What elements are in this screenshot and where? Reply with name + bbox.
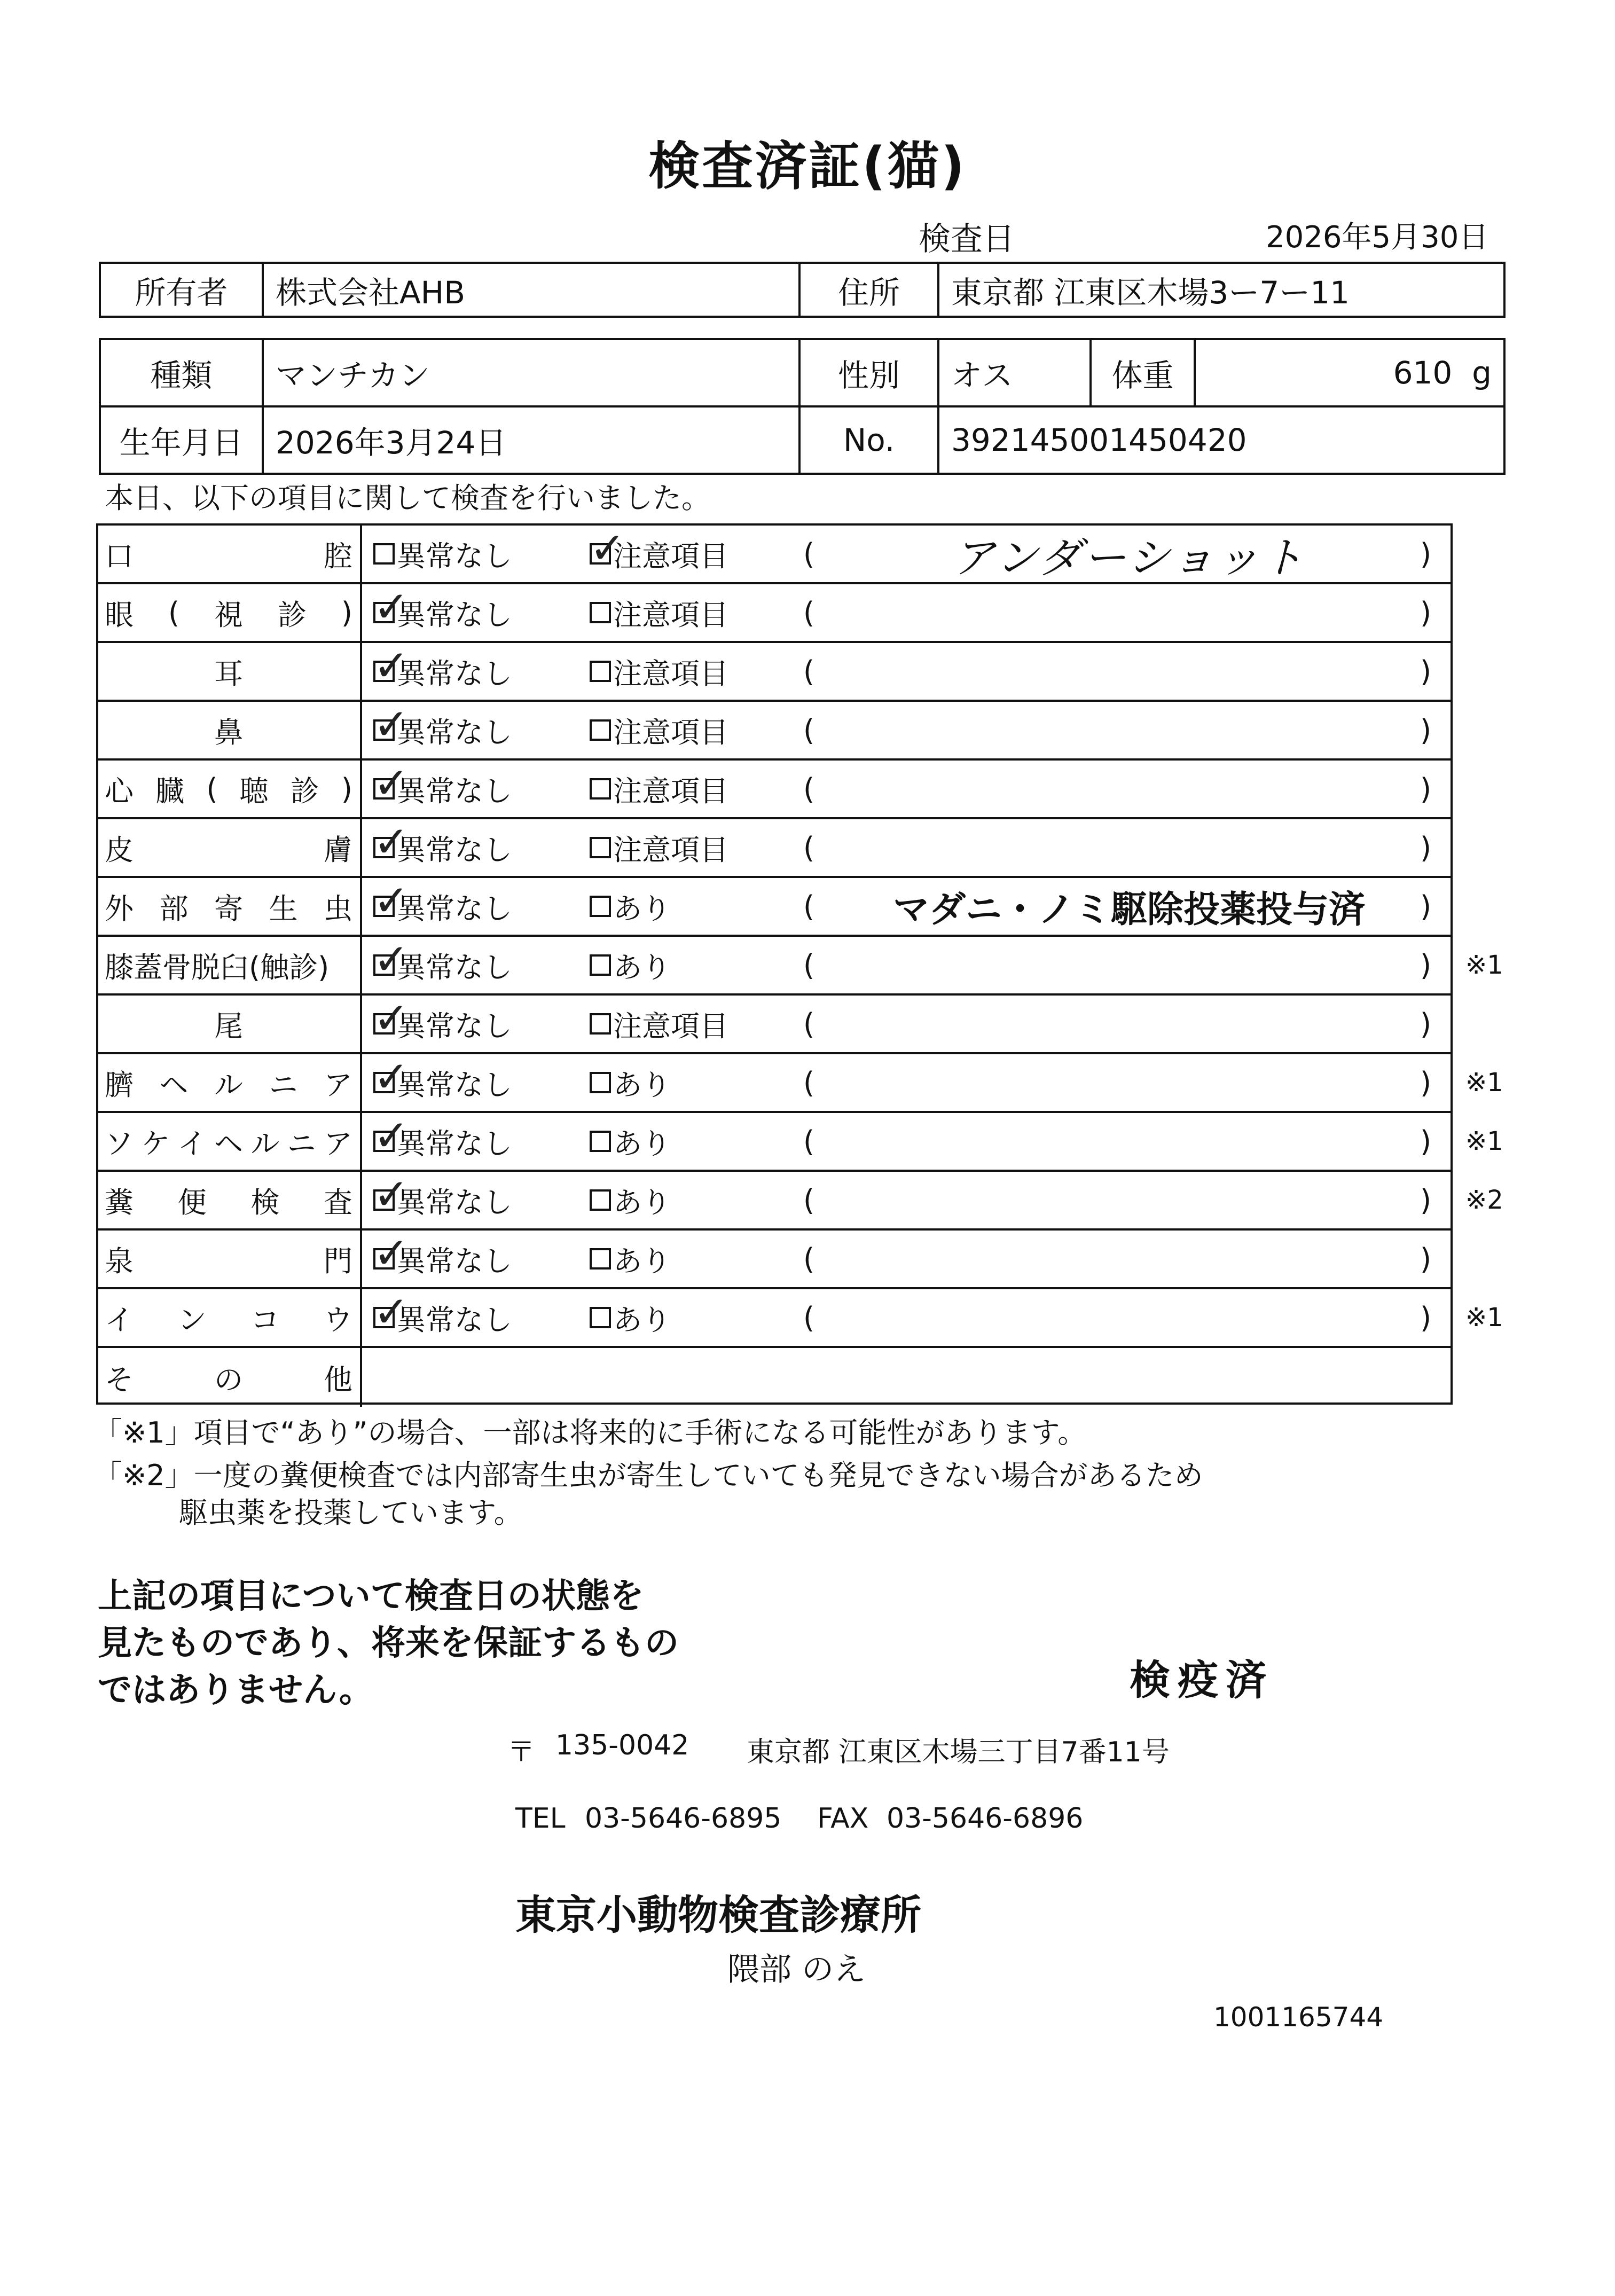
checkbox [373,935,410,984]
checklist-item-label [98,996,360,1052]
birth-label: 生年月日 [100,406,263,474]
footnote-1: 「※1」項目で“あり”の場合、一部は将来的に手術になる可能性があります。 [93,1416,1087,1449]
no-abnormality-option [373,878,512,935]
checkbox [373,993,410,1043]
finding-option [590,1113,671,1170]
close-paren: ) [1420,654,1432,688]
label-char: の [214,1362,243,1397]
check-mark-icon: ✓ [373,758,410,808]
check-mark-icon: ✓ [373,1052,410,1102]
label-char: 聴 [239,774,269,808]
tel-label: TEL [515,1803,566,1835]
label-char: 腔 [324,539,352,573]
checkbox [590,1072,611,1093]
finding-note [846,1289,1412,1346]
option-label: 異常なし [397,950,512,984]
checkbox [373,700,410,749]
label-char: イ [105,1303,134,1337]
check-mark-icon: ✓ [373,1111,410,1161]
option-label: あり [613,950,671,984]
column-divider [360,937,362,993]
checklist-item-label [98,1348,360,1407]
label-char: 膝蓋骨脱臼(触診) [105,950,330,984]
open-paren: ( [803,537,815,571]
option-label: あり [613,891,671,926]
check-mark-icon: ✓ [373,817,410,867]
disclaimer [98,1573,679,1714]
clinic-address: 東京都 江東区木場三丁目7番11号 [747,1736,1170,1768]
owner-value: 株式会社AHB [263,263,799,317]
label-char: ヘ [214,1126,243,1161]
checklist-item-label [98,584,360,641]
address-value: 東京都 江東区木場3ー7ー11 [938,263,1504,317]
footnote-mark: ※1 [1465,1068,1503,1098]
checkbox [590,602,611,623]
finding-note [846,996,1412,1052]
finding-option [590,643,728,700]
checkbox [373,1170,410,1219]
option-label: 注意項目 [613,715,728,749]
label-char: 寄 [214,891,243,926]
owner-label: 所有者 [100,263,263,317]
footnote-mark: ※1 [1465,1303,1503,1333]
option-label: あり [613,1303,671,1337]
footnote-mark: ※2 [1465,1185,1503,1215]
check-mark-icon: ✓ [373,993,410,1043]
finding-note: マダニ・ノミ駆除投薬投与済 [892,888,1365,931]
checkbox [590,1013,611,1035]
finding-note [846,1231,1412,1287]
weight-unit: g [1472,355,1492,391]
checkbox [373,1287,410,1337]
close-paren: ) [1420,1065,1432,1100]
checklist-item-label [98,878,360,935]
checkbox [590,1307,611,1328]
open-paren: ( [803,1124,815,1158]
label-char: ヘ [159,1068,189,1102]
close-paren: ) [1420,830,1432,865]
finding-option [590,1172,671,1228]
breed-value: マンチカン [263,339,799,406]
option-label: 注意項目 [613,539,728,573]
column-divider [360,526,362,582]
close-paren: ) [1420,1183,1432,1217]
no-abnormality-option [373,1228,512,1287]
label-char: 診 [277,598,307,632]
open-paren: ( [803,1065,815,1100]
open-paren: ( [803,1183,815,1217]
check-mark-icon: ✓ [373,582,410,632]
check-mark-icon: ✓ [590,523,626,573]
no-abnormality-option [373,937,512,993]
close-paren: ) [1420,772,1432,806]
check-mark-icon: ✓ [373,1228,410,1278]
check-mark-icon: ✓ [373,935,410,984]
label-char: コ [250,1303,280,1337]
checkbox [590,896,611,917]
checkbox [373,1111,410,1161]
label-char: ソ [105,1126,134,1161]
close-paren: ) [1420,1300,1432,1335]
quarantine-stamp: 検疫済 [1130,1656,1274,1704]
column-divider [360,761,362,817]
option-label: あり [613,1244,671,1278]
open-paren: ( [803,595,815,630]
option-label: 異常なし [397,891,512,926]
close-paren: ) [1420,1124,1432,1158]
checklist-row [98,935,1503,996]
label-char: ケ [141,1126,170,1161]
checklist-row [98,1111,1503,1172]
option-label: あり [613,1068,671,1102]
breed-label: 種類 [100,339,263,406]
check-mark-icon: ✓ [373,700,410,749]
column-divider [360,1054,362,1111]
checklist-row [98,819,1451,878]
checklist-row [98,1287,1503,1348]
checklist-item-label [98,1054,360,1111]
no-abnormality-option [373,526,512,582]
label-char: 部 [159,891,189,926]
check-mark-icon: ✓ [373,1287,410,1337]
checklist-item-label [98,526,360,582]
no-abnormality-option [373,993,512,1052]
label-char: 眼 [105,598,134,632]
tel-number: 03-5646-6895 [585,1803,782,1835]
checkbox [373,543,395,565]
label-char: 泉 [105,1244,134,1278]
sex-value: オス [938,339,1091,406]
label-char: 尾 [214,1009,243,1043]
weight-value: 610 [1393,355,1453,391]
checkbox [590,523,626,573]
option-label: 異常なし [397,1303,512,1337]
finding-option [590,937,671,993]
checklist-row [98,1228,1451,1289]
label-char: そ [105,1362,134,1397]
label-char: 便 [177,1185,207,1219]
no-abnormality-option [373,702,512,758]
label-char: 耳 [214,656,243,691]
option-label: 注意項目 [613,833,728,867]
checklist-item-label [98,643,360,700]
checkbox [590,719,611,741]
option-label: 注意項目 [613,774,728,808]
exam-date-value: 2026年5月30日 [1266,220,1489,255]
finding-option [590,1231,671,1287]
footnote-mark: ※1 [1465,950,1503,980]
option-label: あり [613,1185,671,1219]
close-paren: ) [1420,948,1432,982]
option-label: 異常なし [397,656,512,691]
label-char: 糞 [105,1185,134,1219]
close-paren: ) [1420,1007,1432,1041]
finding-note [846,1113,1412,1170]
checklist-item-label [98,1113,360,1170]
label-char: 臍 [105,1068,134,1102]
finding-option [590,819,728,876]
checklist-row [98,993,1451,1054]
label-char: ン [177,1303,207,1337]
finding-option [590,702,728,758]
finding-option [590,878,671,935]
option-label: 異常なし [397,1185,512,1219]
close-paren: ) [1420,595,1432,630]
checkbox [590,661,611,682]
document-number: 1001165744 [1213,2002,1384,2033]
label-char: 検 [250,1185,280,1219]
checkbox [590,837,611,858]
no-abnormality-option [373,1289,512,1346]
no-abnormality-option [373,584,512,641]
fax-number: 03-5646-6896 [887,1803,1084,1835]
no-abnormality-option [373,1172,512,1228]
finding-option [590,761,728,817]
finding-note [846,1172,1412,1228]
finding-note: アンダーショット [952,532,1306,583]
checklist-item-label [98,761,360,817]
column-divider [360,878,362,935]
exam-date-label: 検査日 [919,221,1015,258]
label-char: ア [323,1126,352,1161]
checkbox [373,1228,410,1278]
weight-label: 体重 [1091,339,1195,406]
checklist-item-label [98,1231,360,1287]
label-char: ( [206,772,218,806]
label-char: ア [324,1068,352,1102]
label-char: ウ [323,1303,352,1337]
column-divider [360,584,362,641]
option-label: 異常なし [397,1009,512,1043]
finding-option [590,1054,671,1111]
label-char: ニ [269,1068,298,1102]
column-divider [360,702,362,758]
finding-note [846,937,1412,993]
checklist-item-label [98,702,360,758]
checkbox [590,1248,611,1270]
clinic-name: 東京小動物検査診療所 [515,1891,921,1939]
footnote-mark: ※1 [1465,1126,1503,1156]
close-paren: ) [1420,537,1432,571]
column-divider [360,643,362,700]
option-label: 異常なし [397,774,512,808]
open-paren: ( [803,1300,815,1335]
checklist-row [98,1052,1503,1113]
finding-note [846,702,1412,758]
open-paren: ( [803,772,815,806]
checklist-item-label [98,1289,360,1346]
check-mark-icon: ✓ [373,876,410,926]
open-paren: ( [803,1007,815,1041]
column-divider [360,819,362,876]
finding-note [846,643,1412,700]
sex-label: 性別 [799,339,938,406]
no-abnormality-option [373,1054,512,1111]
label-char: 診 [290,774,319,808]
label-char: 口 [105,539,134,573]
checkbox [590,778,611,800]
checklist-row [98,1348,1451,1407]
footnote-2: 「※2」一度の糞便検査では内部寄生虫が寄生していても発見できない場合があるため [93,1459,1203,1492]
label-char: 生 [269,891,298,926]
open-paren: ( [803,654,815,688]
finding-note [846,1054,1412,1111]
finding-option [590,1289,671,1346]
option-label: 異常なし [397,598,512,632]
owner-table [99,262,1506,318]
finding-option [590,523,728,582]
option-label: 異常なし [397,1068,512,1102]
open-paren: ( [803,830,815,865]
option-label: 異常なし [397,715,512,749]
label-char: ル [250,1126,280,1161]
label-char: 視 [214,598,243,632]
no-abnormality-option [373,643,512,700]
weight-cell [1195,339,1504,406]
disclaimer-line: 上記の項目について検査日の状態を [98,1577,644,1616]
label-char: 皮 [105,833,134,867]
animal-table [99,338,1506,475]
checkbox [373,817,410,867]
intro-text: 本日、以下の項目に関して検査を行いました。 [105,481,710,515]
checkbox [373,758,410,808]
label-char: 鼻 [214,715,243,749]
checklist-item-label [98,1172,360,1228]
label-char: ニ [287,1126,316,1161]
checkbox [590,954,611,976]
open-paren: ( [803,713,815,747]
postal-code: 135-0042 [555,1729,689,1761]
label-char: ( [168,595,180,630]
label-char: 膚 [324,833,352,867]
checklist-row [98,523,1451,584]
column-divider [360,1231,362,1287]
label-char: 心 [105,774,134,808]
option-label: 異常なし [397,833,512,867]
option-label: 異常なし [397,1244,512,1278]
checklist-row [98,702,1451,761]
column-divider [360,1289,362,1346]
checklist-row [98,878,1451,937]
checkbox [373,876,410,926]
option-label: 注意項目 [613,598,728,632]
label-char: イ [177,1126,207,1161]
no-abnormality-option [373,1113,512,1170]
address-label: 住所 [799,263,938,317]
close-paren: ) [1420,1242,1432,1276]
label-char: 臓 [155,774,185,808]
checklist-row [98,584,1451,643]
option-label: 注意項目 [613,656,728,691]
label-char: ル [214,1068,243,1102]
no-abnormality-option [373,758,512,817]
no-label: No. [799,406,938,474]
checklist-item-label [98,819,360,876]
checkbox [590,1189,611,1211]
checklist-table [96,523,1503,1405]
label-char: 虫 [324,891,352,926]
check-mark-icon: ✓ [373,641,410,691]
birth-value: 2026年3月24日 [263,406,799,474]
checkbox [373,582,410,632]
finding-note [846,761,1412,817]
close-paren: ) [1420,713,1432,747]
label-char: 他 [324,1362,352,1397]
page-title: 検査済証(猫) [648,136,967,196]
postal-mark: 〒 [507,1736,536,1768]
finding-option [590,996,728,1052]
open-paren: ( [803,948,815,982]
checklist-item-label [98,937,360,993]
option-label: 異常なし [397,1126,512,1161]
checkbox [373,1052,410,1102]
no-value: 392145001450420 [938,406,1504,474]
option-label: あり [613,1126,671,1161]
column-divider [360,1113,362,1170]
disclaimer-line: ではありません。 [98,1671,373,1710]
finding-note [846,584,1412,641]
column-divider [360,1172,362,1228]
open-paren: ( [803,1242,815,1276]
column-divider [360,996,362,1052]
check-mark-icon: ✓ [373,1170,410,1219]
open-paren: ( [803,889,815,923]
veterinarian-name: 隈部 のえ [727,1951,866,1988]
option-label: 注意項目 [613,1009,728,1043]
label-char: 査 [323,1185,352,1219]
checkbox [590,1131,611,1152]
disclaimer-line: 見たものであり、将来を保証するもの [98,1624,679,1663]
checklist-row [98,643,1451,702]
checklist-row [98,1170,1503,1231]
fax-label: FAX [817,1803,869,1835]
close-paren: ) [1420,889,1432,923]
footnote-2-cont: 駆虫薬を投薬しています。 [179,1496,523,1530]
no-abnormality-option [373,819,512,876]
checklist-row [98,758,1451,819]
checkbox [373,641,410,691]
label-char: 外 [105,891,134,926]
label-char: ) [341,595,352,630]
label-char: ) [341,772,352,806]
finding-option [590,584,728,641]
finding-note [846,819,1412,876]
option-label: 異常なし [397,539,512,573]
label-char: 門 [324,1244,352,1278]
column-divider [360,1348,362,1407]
